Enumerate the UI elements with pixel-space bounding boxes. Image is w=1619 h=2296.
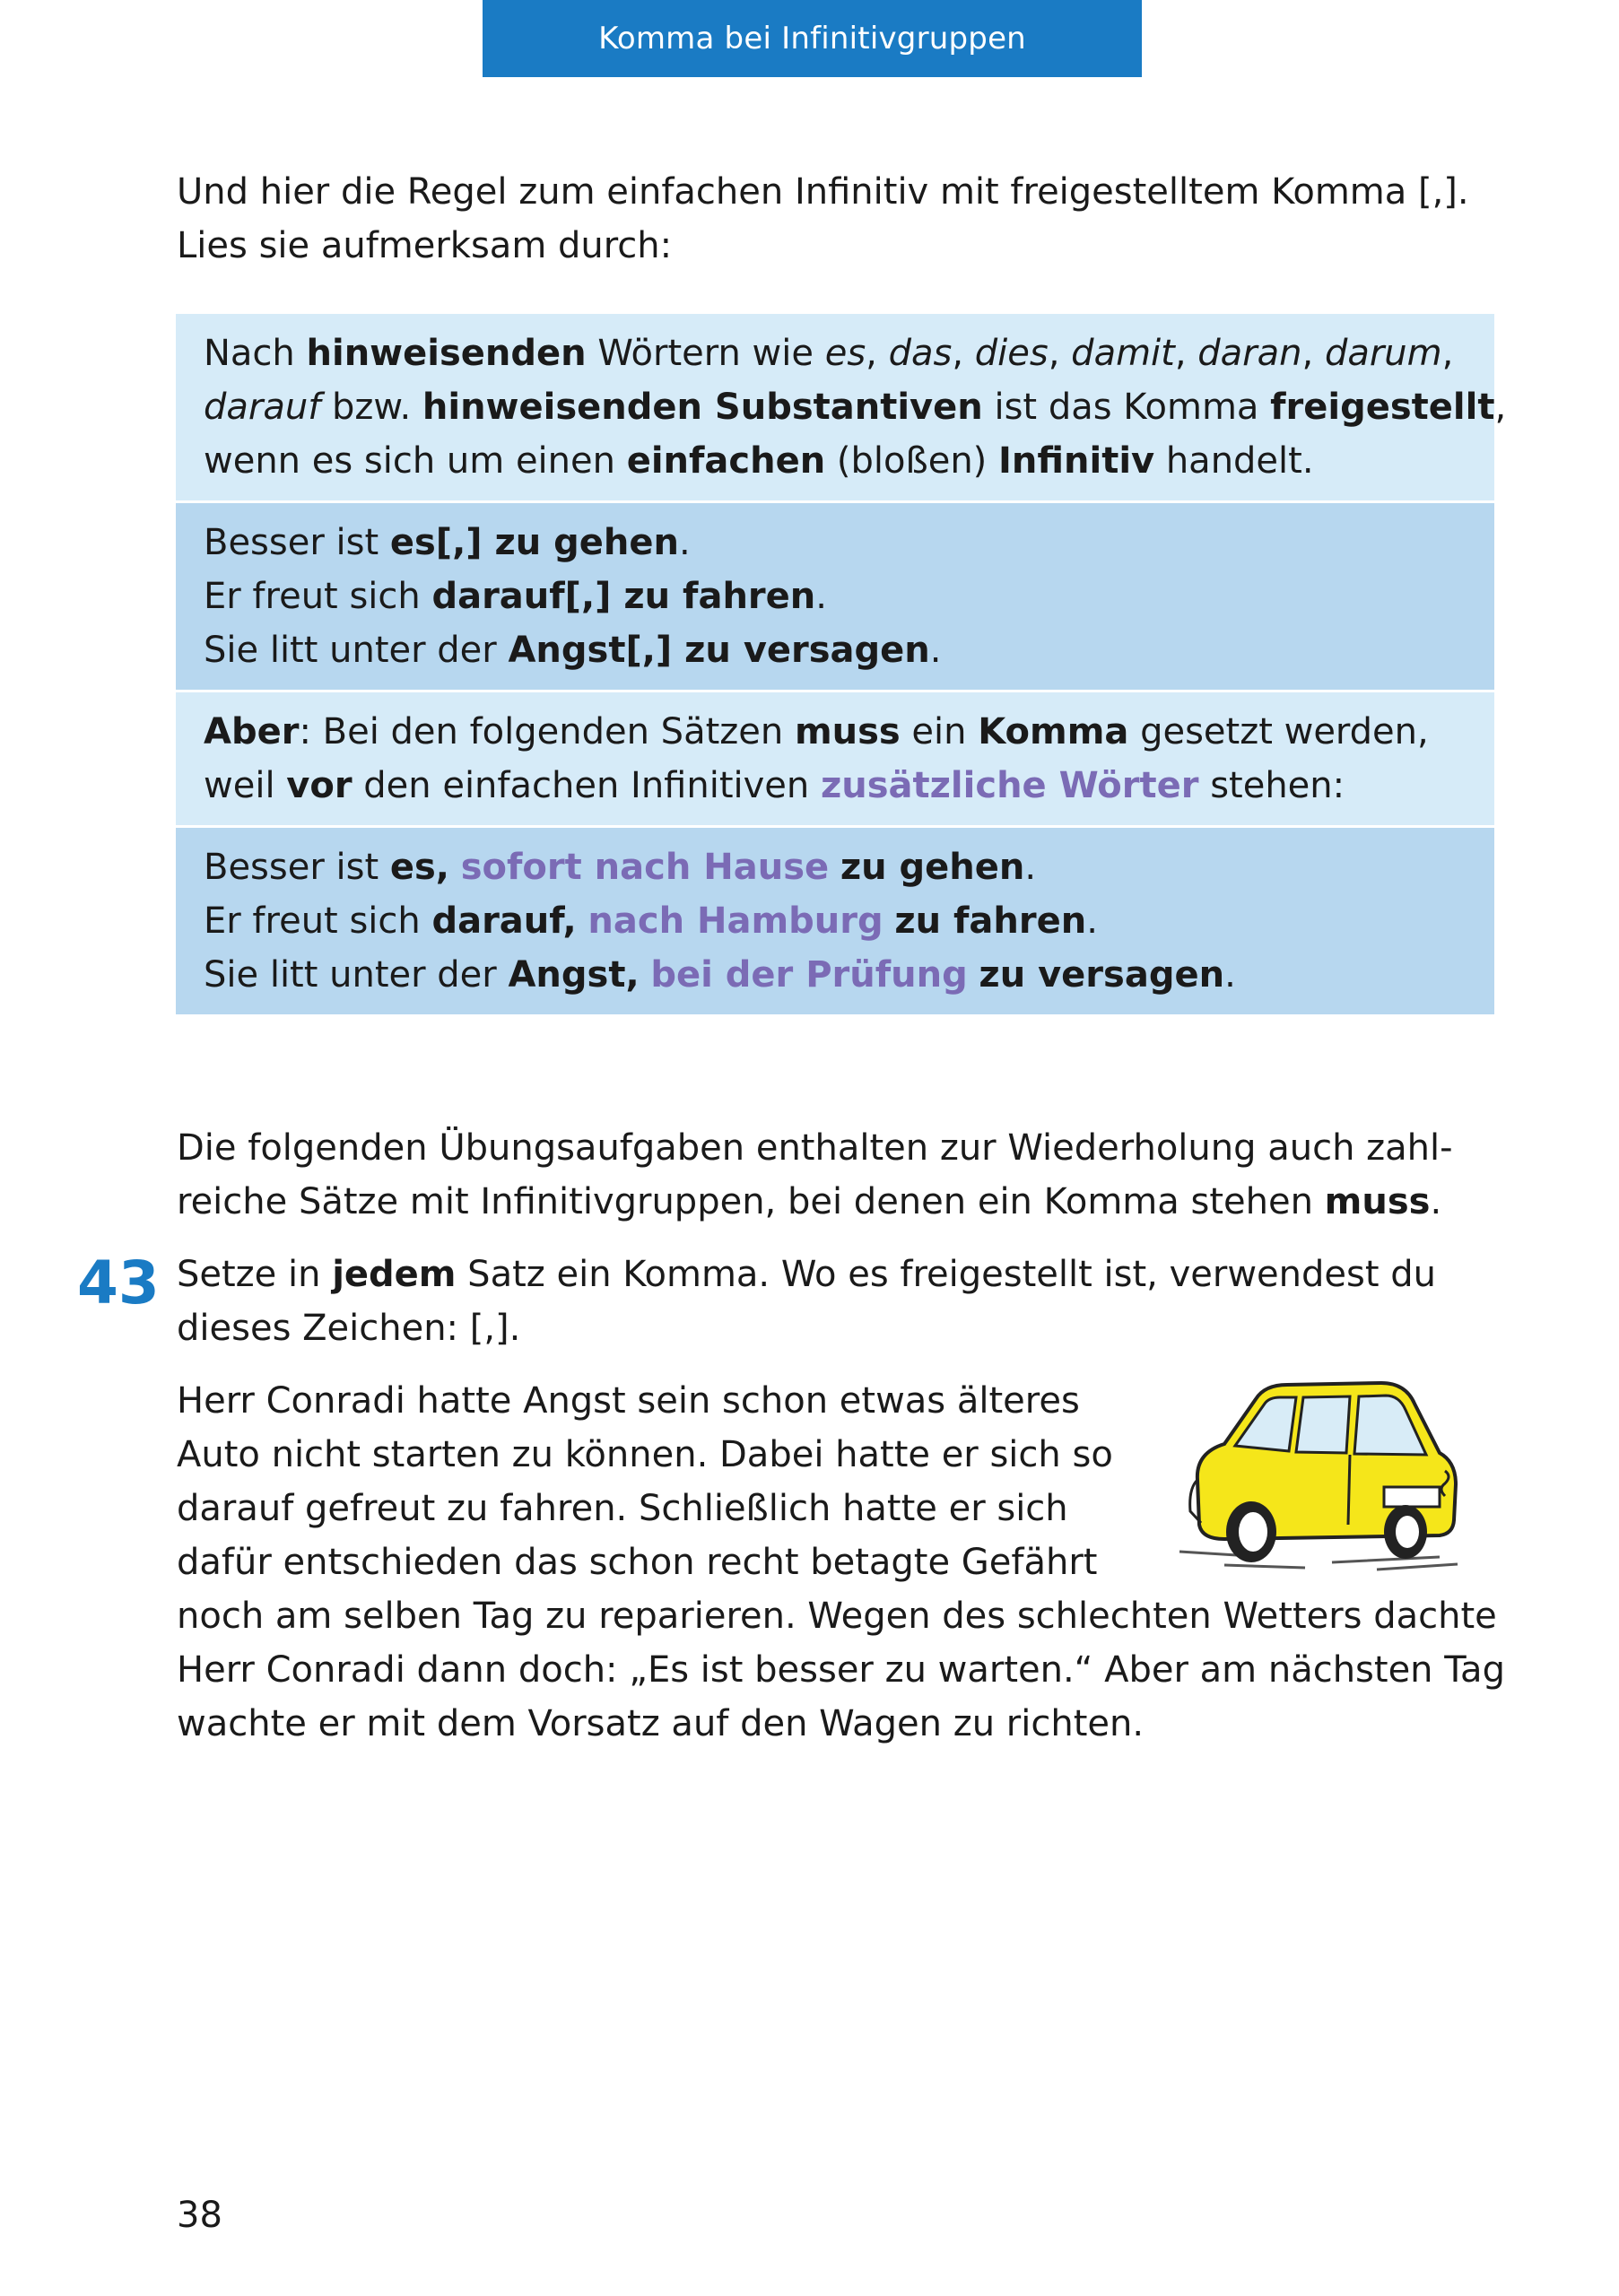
text-run [883, 900, 895, 942]
text-run: Sie litt unter der [204, 954, 509, 996]
text-run: handelt. [1154, 440, 1314, 482]
text-run: wenn es sich um einen [204, 440, 627, 482]
text-run: , [1301, 333, 1325, 374]
text-run: stehen: [1198, 765, 1345, 806]
text-run: , [866, 333, 889, 374]
text-run: Die folgenden Übungsaufgaben enthalten zur Wiederholung auch zahl- [177, 1127, 1453, 1169]
text-run: sofort nach Hause [460, 847, 830, 888]
text-run: freigestellt [1270, 387, 1495, 428]
text-run: bei der Prüfung [650, 954, 968, 996]
text-run: muss [1324, 1181, 1431, 1222]
text-run: ist das Komma [982, 387, 1271, 428]
text-run [968, 954, 979, 996]
text-run: ein [900, 711, 979, 752]
text-run: muss [794, 711, 901, 752]
text-run: Wörtern wie [586, 333, 825, 374]
intro-line-1: Und hier die Regel zum einfachen Infinitiv mit freigestelltem Komma [,]. [177, 171, 1469, 213]
text-run: zu fahren [894, 900, 1087, 942]
example-line [204, 894, 1467, 948]
exercise-line: wachte er mit dem Vorsatz auf den Wagen zu richten. [177, 1703, 1145, 1744]
text-run: es[,] zu gehen [389, 522, 680, 563]
text-run [640, 954, 651, 996]
text-run: es, [389, 847, 449, 888]
text-run: darauf, [431, 900, 577, 942]
rule-examples-required [176, 828, 1494, 1014]
text-run: dies [974, 333, 1049, 374]
text-run: nach Hamburg [588, 900, 883, 942]
text-run: . [1430, 1181, 1442, 1222]
text-run: . [1024, 847, 1037, 888]
text-run: : Bei den folgenden Sätzen [299, 711, 795, 752]
text-run: Er freut sich [204, 900, 432, 942]
text-run: , [1494, 387, 1507, 428]
intro-line-2: Lies sie aufmerksam durch: [177, 225, 673, 266]
example-line [204, 623, 1467, 677]
text-run: Aber [204, 711, 300, 752]
example-line [204, 516, 1467, 570]
exercise-line: darauf gefreut zu fahren. Schließlich hatte er sich [177, 1488, 1068, 1529]
text-run: . [1086, 900, 1098, 942]
rule-box [176, 314, 1507, 1014]
exercise-line: dafür entschieden das schon recht betagte Gefährt [177, 1542, 1098, 1583]
text-run: damit [1071, 333, 1175, 374]
text-run: . [929, 630, 942, 671]
text-run: Angst, [508, 954, 640, 996]
text-run: , [1048, 333, 1072, 374]
exercise-line: Herr Conradi hatte Angst sein schon etwas älteres [177, 1380, 1080, 1422]
text-run: hinweisenden [306, 333, 587, 374]
text-run: (bloßen) [825, 440, 998, 482]
exercise-line: noch am selben Tag zu reparieren. Wegen des schlechten Wetters dachte [177, 1596, 1497, 1637]
text-run: dieses Zeichen: [,]. [177, 1308, 521, 1349]
text-run: . [679, 522, 691, 563]
text-run: jedem [332, 1254, 457, 1295]
page-number: 38 [177, 2195, 222, 2236]
exercise-line: Auto nicht starten zu können. Dabei hatte er sich so [177, 1434, 1113, 1475]
text-run: , [1441, 333, 1454, 374]
text-run: den einfachen Infinitiven [352, 765, 821, 806]
example-line [204, 948, 1467, 1002]
text-run: Setze in [177, 1254, 333, 1295]
text-run: reiche Sätze mit Infinitivgruppen, bei denen ein Komma stehen [177, 1181, 1325, 1222]
text-run: hinweisenden Substantiven [422, 387, 983, 428]
text-run: das [888, 333, 953, 374]
text-run: Besser ist [204, 522, 390, 563]
text-run: Besser ist [204, 847, 390, 888]
chapter-header [483, 0, 1142, 77]
text-run: darauf[,] zu fahren [431, 576, 816, 617]
text-run [449, 847, 461, 888]
text-run: Satz ein Komma. Wo es freigestellt ist, verwendest du [456, 1254, 1436, 1295]
text-run: , [952, 333, 975, 374]
text-run: zu versagen [979, 954, 1225, 996]
rule-examples-optional [176, 503, 1494, 692]
chapter-title: Komma bei Infinitivgruppen [598, 21, 1026, 57]
text-run: Angst[,] zu versagen [508, 630, 930, 671]
yellow-car-icon [1171, 1372, 1471, 1578]
text-run: Sie litt unter der [204, 630, 509, 671]
text-run: daran [1197, 333, 1302, 374]
rule-exception [176, 692, 1494, 828]
text-run: Nach [204, 333, 307, 374]
text-run: darauf [204, 387, 321, 428]
text-run: Infinitiv [998, 440, 1155, 482]
text-run: vor [286, 765, 353, 806]
text-run: . [815, 576, 827, 617]
intro-paragraph [177, 165, 1482, 273]
text-run: einfachen [626, 440, 826, 482]
text-run: es [824, 333, 866, 374]
task-number: 43 [77, 1248, 160, 1318]
task-instruction [177, 1248, 1482, 1355]
text-run: bzw. [320, 387, 422, 428]
text-run: weil [204, 765, 287, 806]
rule-definition [176, 314, 1507, 503]
text-run: Komma [978, 711, 1129, 752]
followup-paragraph [177, 1121, 1482, 1229]
text-run [829, 847, 840, 888]
exercise-line: Herr Conradi dann doch: „Es ist besser zu warten.“ Aber am nächsten Tag [177, 1649, 1505, 1691]
text-run: Er freut sich [204, 576, 432, 617]
text-run: zusätzliche Wörter [820, 765, 1199, 806]
text-run: . [1224, 954, 1236, 996]
text-run [577, 900, 588, 942]
text-run: , [1174, 333, 1198, 374]
example-line [204, 570, 1467, 623]
example-line [204, 840, 1467, 894]
text-run: gesetzt werden, [1128, 711, 1429, 752]
text-run: darum [1324, 333, 1442, 374]
text-run: zu gehen [840, 847, 1025, 888]
